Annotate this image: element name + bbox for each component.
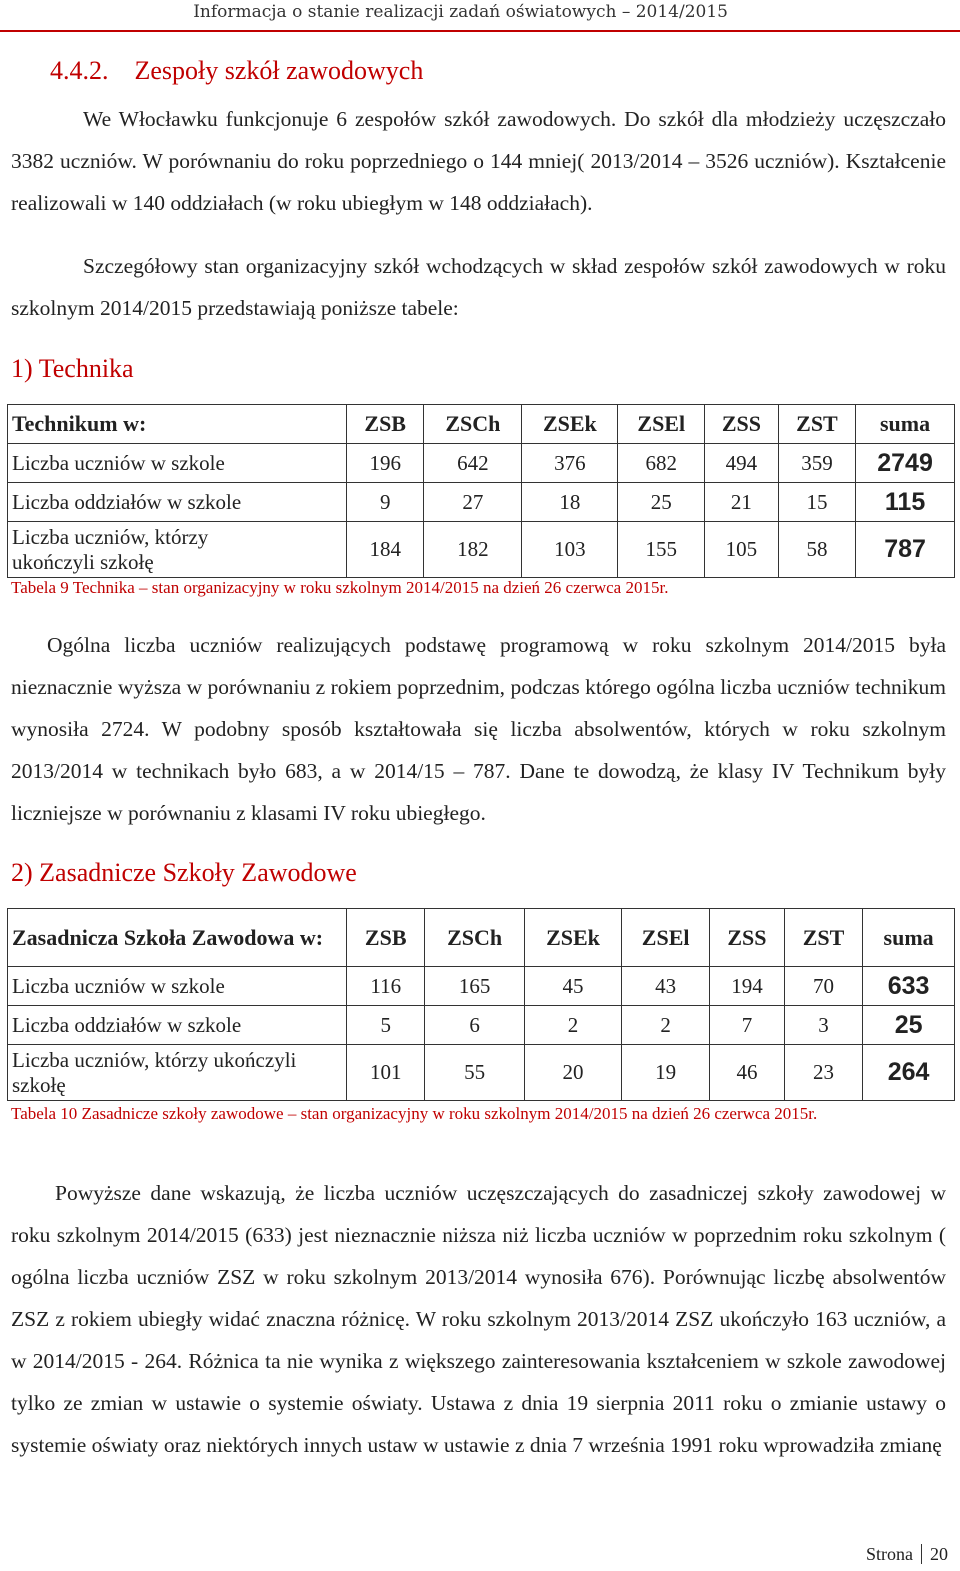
table-cell: 45	[524, 967, 621, 1006]
table-cell: 46	[710, 1045, 785, 1101]
table-cell: 3	[784, 1006, 862, 1045]
header-title: Informacja o stanie realizacji zadań oświatowych – 2014/2015	[193, 2, 728, 22]
row-label: Liczba uczniów w szkole	[8, 444, 347, 483]
column-header: ZSEl	[622, 909, 710, 967]
row-label: Liczba oddziałów w szkole	[8, 483, 347, 522]
table-row	[8, 1006, 955, 1045]
intro-paragraph: We Włocławku funkcjonuje 6 zespołów szkół zawodowych. Do szkół dla młodzieży uczęszczało 3382 uczniów. W porównaniu do roku poprzedniego o 144 mniej( 2013/2014 – 3526 uczniów). Kształcenie realizowali w 140 oddziałach (w roku ubiegłym w 148 oddziałach).	[11, 107, 946, 215]
table-cell: 194	[710, 967, 785, 1006]
footer-label: Strona	[866, 1544, 913, 1564]
table1-heading: 1) Technika	[11, 354, 134, 383]
column-header: ZST	[784, 909, 862, 967]
table-cell: 682	[618, 444, 705, 483]
sum-cell: 264	[863, 1045, 955, 1101]
sum-cell: 787	[856, 522, 955, 578]
table2-heading: 2) Zasadnicze Szkoły Zawodowe	[11, 858, 357, 887]
section-heading	[50, 56, 423, 86]
running-header	[0, 0, 960, 22]
paragraph-after-table1: Ogólna liczba uczniów realizujących podstawę programową w roku szkolnym 2014/2015 była nieznacznie wyższa w porównaniu z rokiem poprzednim, podczas którego ogólna liczba uczniów technikum wynosiła 2724. W podobny sposób kształtowała się liczba absolwentów, których w roku szkolnym 2013/2014 w technikach było 683, a w 2014/15 – 787. Dane te dowodzą, że klasy IV Technikum były liczniejsze w porównaniu z klasami IV roku ubiegłego.	[11, 633, 946, 825]
table-header-row	[8, 909, 955, 967]
column-header: ZSB	[347, 405, 424, 444]
column-header: ZSS	[710, 909, 785, 967]
column-header: ZST	[778, 405, 855, 444]
footer-separator	[921, 1544, 922, 1564]
row-label: Liczba uczniów, którzy ukończyli szkołę	[8, 1045, 347, 1101]
page-footer	[866, 1544, 948, 1565]
sum-cell: 2749	[856, 444, 955, 483]
paragraph-after-table2: Powyższe dane wskazują, że liczba uczniów uczęszczających do zasadniczej szkoły zawodowej w roku szkolnym 2014/2015 (633) jest nieznacznie niższa niż liczba uczniów w poprzednim roku szkolnym ( ogólna liczba uczniów ZSZ w roku szkolnym 2013/2014 wynosiła 676). Porównując liczbę absolwentów ZSZ z rokiem ubiegły widać znaczna różnicę. W roku szkolnym 2013/2014 ZSZ ukończyło 163 uczniów, a w 2014/2015 - 264. Różnica ta nie wynika z większego zainteresowania kształceniem w szkole zawodowej tylko ze zmian w ustawie o systemie oświaty. Ustawa z dnia 19 sierpnia 2011 roku o zmianie ustawy o systemie oświaty oraz niektórych innych ustaw w ustawie z dnia 7 września 1991 roku wprowadziła zmianę	[11, 1181, 946, 1457]
technika-table	[7, 404, 955, 578]
table-cell: 55	[425, 1045, 524, 1101]
table-cell: 7	[710, 1006, 785, 1045]
table-row	[8, 522, 955, 578]
table-cell: 182	[424, 522, 522, 578]
column-header: ZSCh	[424, 405, 522, 444]
row-label: Liczba oddziałów w szkole	[8, 1006, 347, 1045]
table-cell: 494	[705, 444, 779, 483]
table-row	[8, 444, 955, 483]
column-header: ZSS	[705, 405, 779, 444]
column-header: ZSEk	[524, 909, 621, 967]
table-cell: 19	[622, 1045, 710, 1101]
table-cell: 6	[425, 1006, 524, 1045]
table-cell: 20	[524, 1045, 621, 1101]
table-cell: 116	[347, 967, 425, 1006]
table-header-row	[8, 405, 955, 444]
table-cell: 9	[347, 483, 424, 522]
section-title: Zespoły szkół zawodowych	[134, 56, 424, 85]
table-cell: 155	[618, 522, 705, 578]
sum-cell: 115	[856, 483, 955, 522]
column-header: ZSEl	[618, 405, 705, 444]
page-number: 20	[930, 1544, 948, 1564]
table1-caption: Tabela 9 Technika – stan organizacyjny w roku szkolnym 2014/2015 na dzień 26 czerwca 2015r.	[11, 578, 669, 597]
column-header: Technikum w:	[8, 405, 347, 444]
detail-paragraph: Szczegółowy stan organizacyjny szkół wchodzących w skład zespołów szkół zawodowych w roku szkolnym 2014/2015 przedstawiają poniższe tabele:	[11, 254, 946, 320]
table-cell: 21	[705, 483, 779, 522]
table-cell: 70	[784, 967, 862, 1006]
column-header: ZSB	[347, 909, 425, 967]
table-row	[8, 483, 955, 522]
table-cell: 642	[424, 444, 522, 483]
header-rule	[0, 30, 960, 32]
table-cell: 196	[347, 444, 424, 483]
table-cell: 359	[778, 444, 855, 483]
column-header: suma	[863, 909, 955, 967]
table-cell: 23	[784, 1045, 862, 1101]
table-cell: 103	[522, 522, 618, 578]
row-label: Liczba uczniów, którzy ukończyli szkołę	[8, 522, 347, 578]
table-cell: 58	[778, 522, 855, 578]
sum-cell: 25	[863, 1006, 955, 1045]
row-label: Liczba uczniów w szkole	[8, 967, 347, 1006]
column-header: suma	[856, 405, 955, 444]
sum-cell: 633	[863, 967, 955, 1006]
table-cell: 15	[778, 483, 855, 522]
table-cell: 376	[522, 444, 618, 483]
column-header: ZSCh	[425, 909, 524, 967]
table-cell: 25	[618, 483, 705, 522]
table-row	[8, 1045, 955, 1101]
table-cell: 105	[705, 522, 779, 578]
table-cell: 18	[522, 483, 618, 522]
section-number: 4.4.2.	[50, 56, 109, 85]
table-cell: 2	[524, 1006, 621, 1045]
table-cell: 2	[622, 1006, 710, 1045]
table-cell: 165	[425, 967, 524, 1006]
table2-caption: Tabela 10 Zasadnicze szkoły zawodowe – stan organizacyjny w roku szkolnym 2014/2015 na dzień 26 czerwca 2015r.	[11, 1104, 818, 1123]
table-cell: 184	[347, 522, 424, 578]
column-header: Zasadnicza Szkoła Zawodowa w:	[8, 909, 347, 967]
table-cell: 5	[347, 1006, 425, 1045]
column-header: ZSEk	[522, 405, 618, 444]
table-cell: 27	[424, 483, 522, 522]
table-row	[8, 967, 955, 1006]
table-cell: 101	[347, 1045, 425, 1101]
zsz-table	[7, 908, 955, 1101]
table-cell: 43	[622, 967, 710, 1006]
